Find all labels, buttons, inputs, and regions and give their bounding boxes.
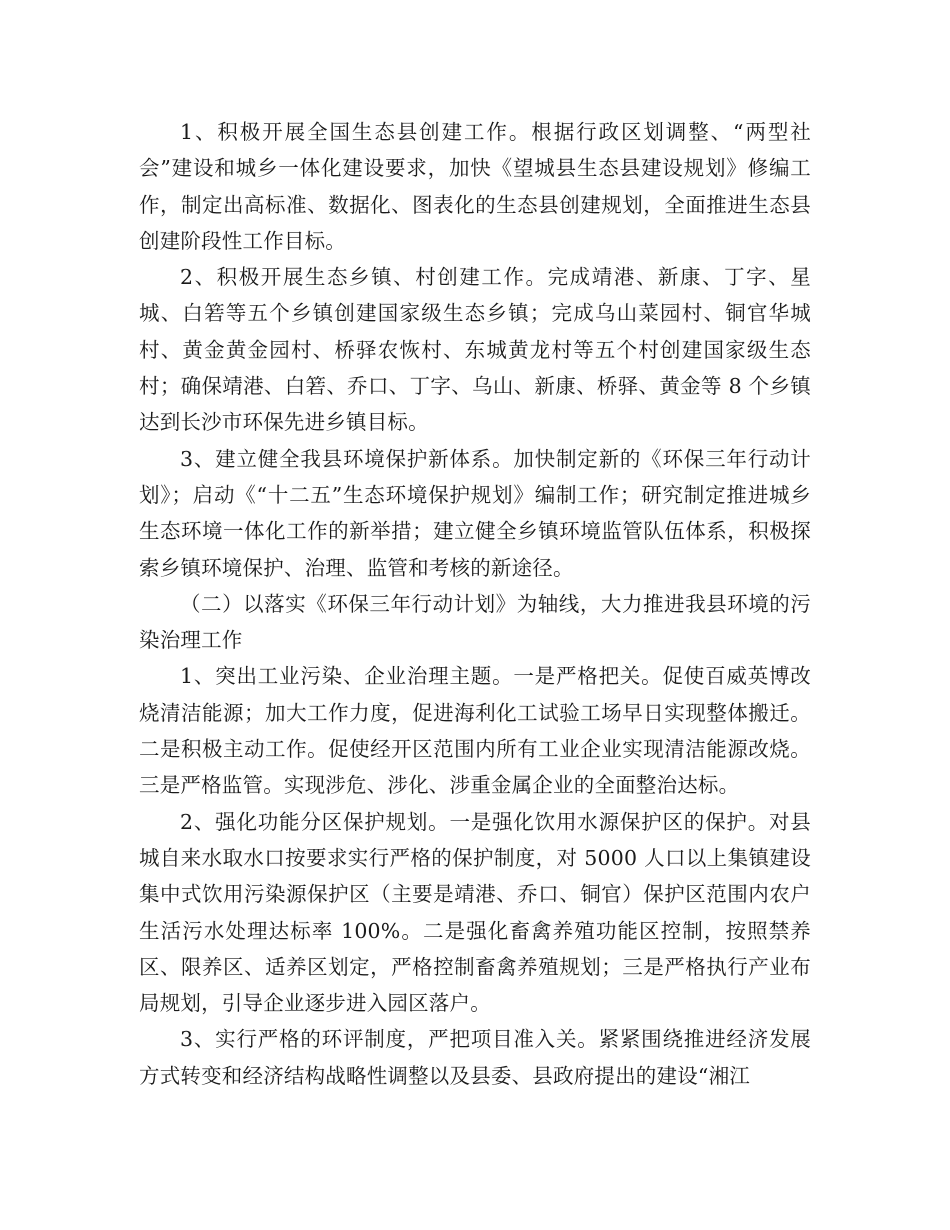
- paragraph-functional-zoning: 2、强化功能分区保护规划。一是强化饮用水源保护区的保护。对县城自来水取水口按要求实行严格的保护制度，对 5000 人口以上集镇建设集中式饮用污染源保护区（主要是靖港、乔口、铜官）保护区范围内农户生活污水处理达标率 100%。二是强化畜禽养殖功能区控制，按照禁养区、限养区、适养区划定，严格控制畜禽养殖规划；三是严格执行产业布局规划，引导企业逐步进入园区落户。: [139, 809, 811, 1016]
- document-body: [139, 114, 811, 1094]
- paragraph-ecological-county: 1、积极开展全国生态县创建工作。根据行政区划调整、“两型社会”建设和城乡一体化建设要求，加快《望城县生态县建设规划》修编工作，制定出高标准、数据化、图表化的生态县创建规划，全面推进生态县创建阶段性工作目标。: [139, 120, 811, 253]
- paragraph-protection-system: 3、建立健全我县环境保护新体系。加快制定新的《环保三年行动计划》；启动《“十二五”生态环境保护规划》编制工作；研究制定推进城乡生态环境一体化工作的新举措；建立健全乡镇环境监管队伍体系，积极探索乡镇环境保护、治理、监管和考核的新途径。: [139, 446, 811, 580]
- paragraph-ecological-towns: 2、积极开展生态乡镇、村创建工作。完成靖港、新康、丁字、星城、白箬等五个乡镇创建国家级生态乡镇；完成乌山菜园村、铜官华城村、黄金黄金园村、桥驿农恢村、东城黄龙村等五个村创建国家级生态村；确保靖港、白箬、乔口、丁字、乌山、新康、桥驿、黄金等 8 个乡镇达到长沙市环保先进乡镇目标。: [139, 265, 811, 435]
- paragraph-industrial-pollution: 1、突出工业污染、企业治理主题。一是严格把关。促使百威英博改烧清洁能源；加大工作力度，促进海利化工试验工场早日实现整体搬迁。二是积极主动工作。促使经开区范围内所有工业企业实现清洁能源改烧。三是严格监管。实现涉危、涉化、涉重金属企业的全面整治达标。: [139, 664, 811, 798]
- paragraph-eia-system: 3、实行严格的环评制度，严把项目准入关。紧紧围绕推进经济发展方式转变和经济结构战略性调整以及县委、县政府提出的建设“湘江: [139, 1027, 811, 1088]
- section-heading-pollution-control: （二）以落实《环保三年行动计划》为轴线，大力推进我县环境的污染治理工作: [139, 591, 811, 653]
